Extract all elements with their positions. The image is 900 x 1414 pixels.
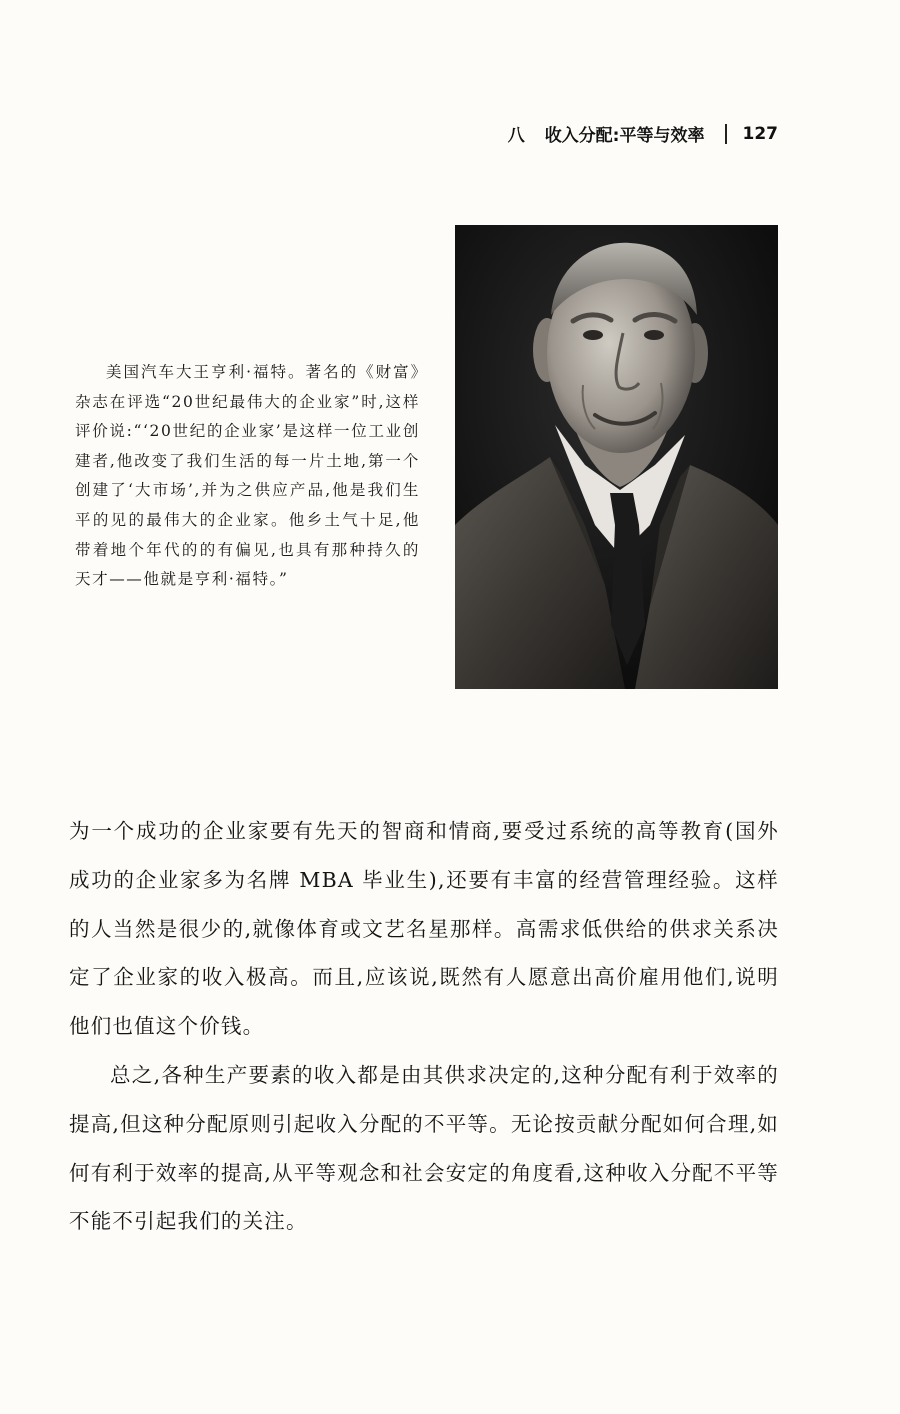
caption-text: 美国汽车大王亨利·福特。著名的《财富》杂志在评选“20世纪最伟大的企业家”时,这样评价说:“‘20世纪的企业家’是这样一位工业创建者,他改变了我们生活的每一片土地,第一个创建了‘大市场’,并为之供应产品,他是我们生平的见的最伟大的企业家。他乡土气十足,他带着地个年代的的有偏见,也具有那种持久的天才——他就是亨利·福特。” (75, 363, 420, 589)
page-number: 127 (742, 123, 778, 144)
body-paragraph-2: 总之,各种生产要素的收入都是由其供求决定的,这种分配有利于效率的提高,但这种分配原则引起收入分配的不平等。无论按贡献分配如何合理,如何有利于效率的提高,从平等观念和社会安定的角度看,这种收入分配不平等不能不引起我们的关注。 (69, 1062, 779, 1234)
portrait-image (455, 225, 778, 689)
body-text (69, 807, 779, 1246)
header-divider (725, 124, 727, 144)
portrait-photo (455, 225, 778, 689)
figure-caption (75, 358, 420, 595)
chapter-title: 收入分配:平等与效率 (544, 126, 705, 146)
body-paragraph-1: 为一个成功的企业家要有先天的智商和情商,要受过系统的高等教育(国外成功的企业家多为名牌 MBA 毕业生),还要有丰富的经营管理经验。这样的人当然是很少的,就像体育或文艺名星那样。高需求低供给的供求关系决定了企业家的收入极高。而且,应该说,既然有人愿意出高价雇用他们,说明他们也值这个价钱。 (69, 819, 779, 1039)
running-header (508, 121, 778, 146)
chapter-number: 八 (507, 126, 525, 146)
